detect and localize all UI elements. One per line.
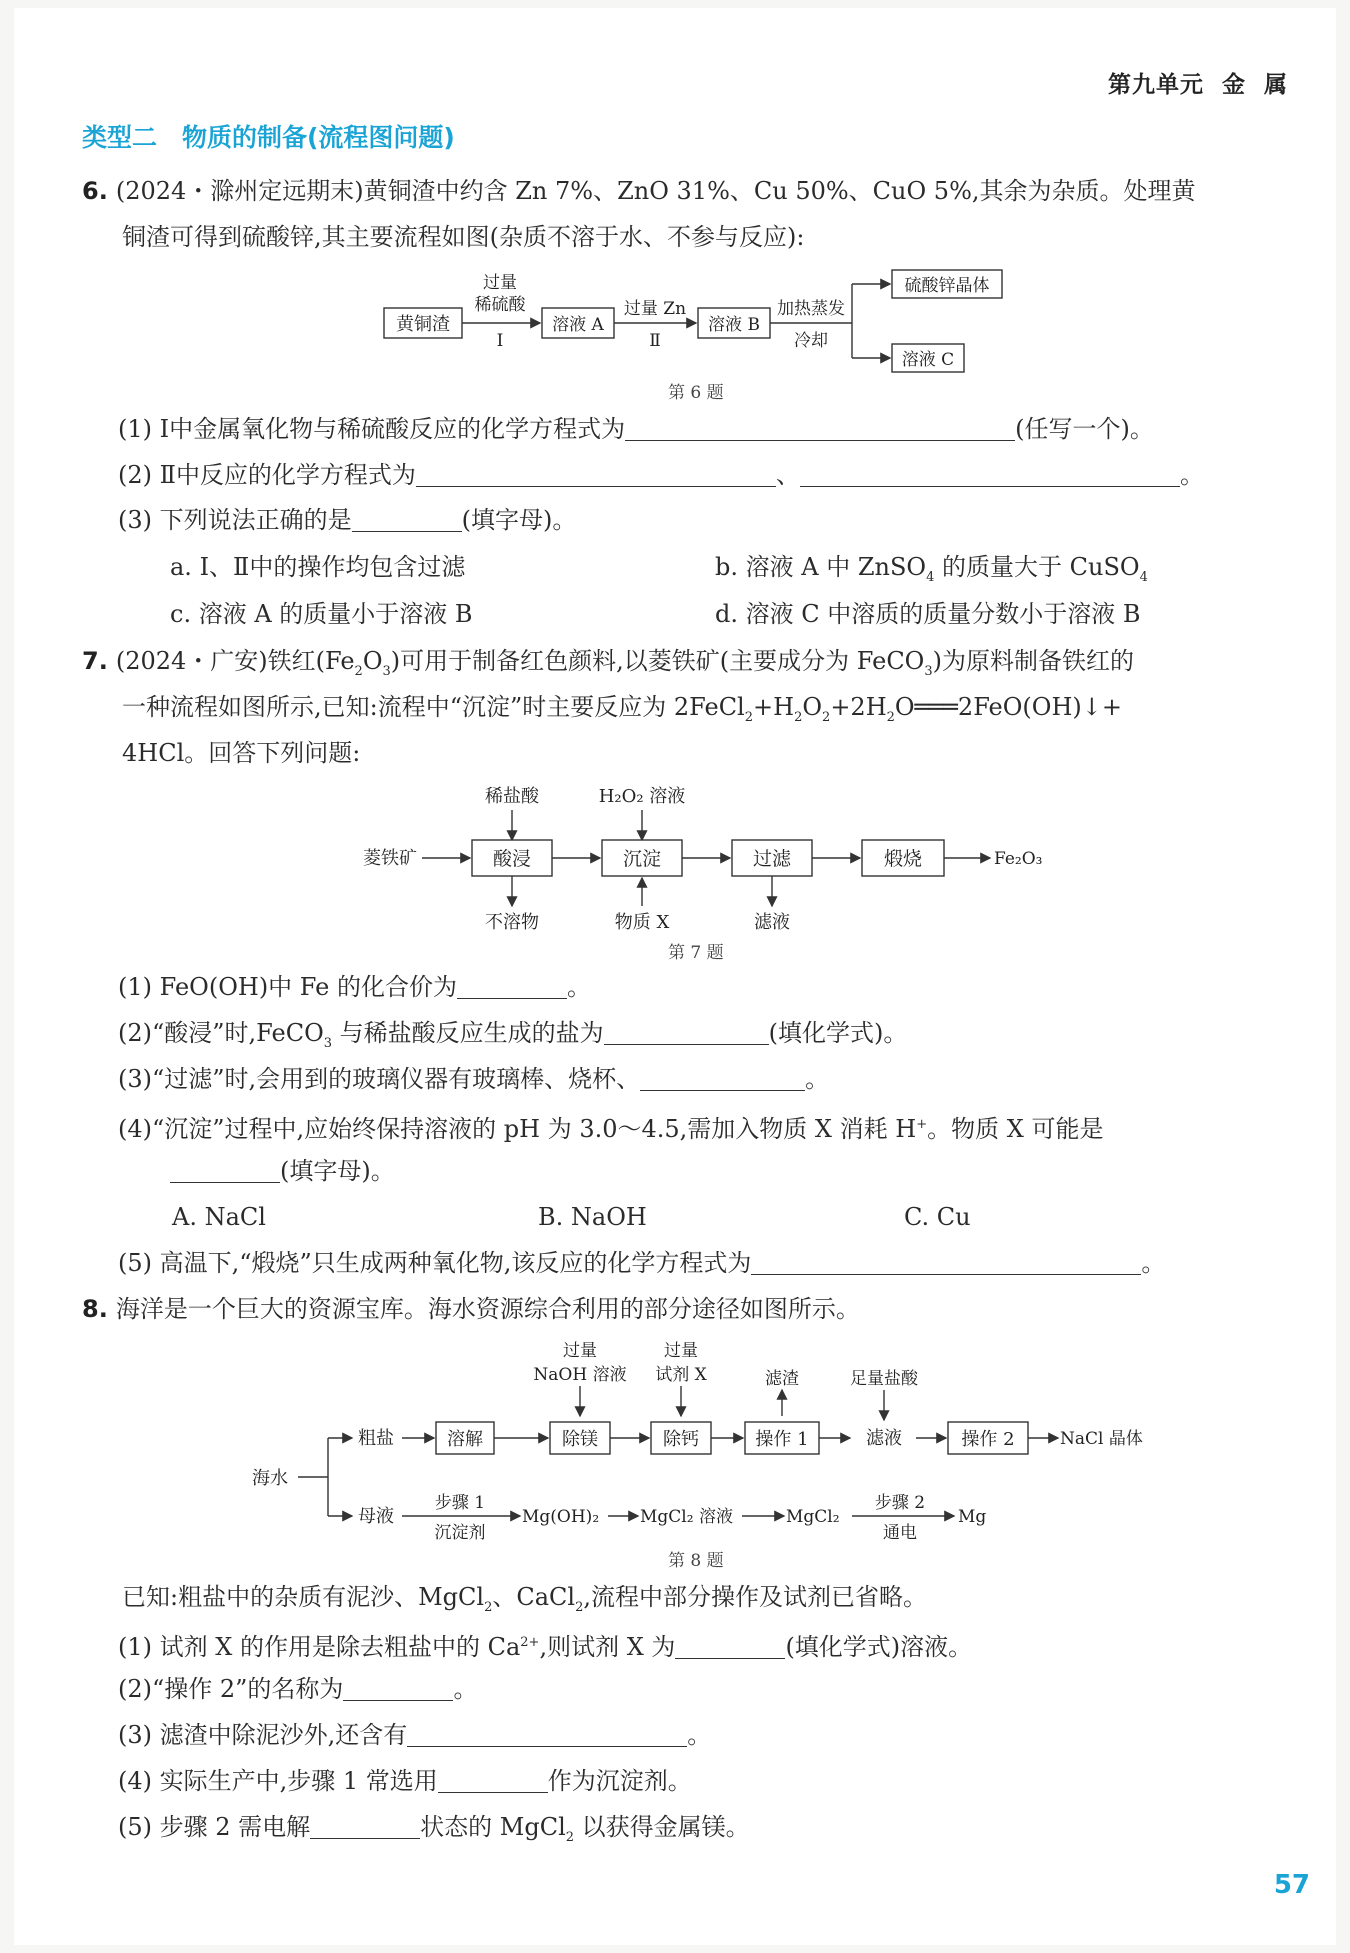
q8-box5-label: 操作 2	[961, 1429, 1015, 1450]
q8-caption: 第 8 题	[668, 1551, 724, 1571]
q7-part4-sup: +	[916, 1117, 928, 1132]
q8-known	[122, 1580, 927, 1625]
q6-part2-mid: 、	[775, 461, 800, 489]
q6-part3-blank[interactable]	[352, 507, 462, 532]
q7-box3-label: 过滤	[752, 848, 792, 870]
q6-number: 6.	[82, 177, 108, 205]
q7-l2e: O═══2FeO(OH)↓+	[894, 693, 1122, 721]
q7-part4-line2	[170, 1154, 395, 1188]
q6-out1-label: 硫酸锌晶体	[904, 276, 990, 296]
q7-out1-label: 不溶物	[485, 912, 539, 933]
q7-l2a: 一种流程如图所示,已知:流程中“沉淀”时主要反应为 2FeCl	[122, 693, 745, 721]
q7-box2-label: 沉淀	[622, 848, 662, 870]
q8-part5-text: (5) 步骤 2 需电解	[118, 1813, 311, 1841]
q7-number: 7.	[82, 647, 108, 675]
q8-mgcl: MgCl₂	[786, 1507, 840, 1527]
q8-part5	[118, 1810, 750, 1855]
q8-flow-diagram	[240, 1334, 1160, 1554]
q7-option-a: A. NaCl	[172, 1203, 266, 1231]
q8-top2a: 过量	[664, 1341, 698, 1361]
q6-part2	[118, 458, 1204, 492]
q6-stem-line2: 铜渣可得到硫酸锌,其主要流程如图(杂质不溶于水、不参与反应):	[122, 223, 805, 251]
q6-option-a: a. Ⅰ、Ⅱ中的操作均包含过滤	[170, 553, 466, 581]
q6-step2-bottom: Ⅱ	[649, 331, 661, 351]
q8-known-b: 、CaCl	[492, 1583, 576, 1611]
q7-l2b: +H	[753, 693, 795, 721]
q7-l2-sub4: 2	[886, 709, 895, 725]
q6-part3-end: (填字母)。	[461, 506, 577, 534]
q7-stem-line2	[122, 690, 1122, 735]
q6-box-a-label: 溶液 A	[552, 315, 604, 335]
page-number: 57	[1273, 1870, 1310, 1900]
q6-part1-end: (任写一个)。	[1015, 415, 1154, 443]
q8-top2b: 试剂 X	[655, 1365, 707, 1385]
q8-part4-text: (4) 实际生产中,步骤 1 常选用	[118, 1767, 438, 1795]
q6-option-c: c. 溶液 A 的质量小于溶液 B	[170, 600, 473, 628]
q7-part2-a: (2)“酸浸”时,FeCO	[118, 1019, 324, 1047]
q8-part4-blank[interactable]	[438, 1768, 548, 1793]
q6-part2-end: 。	[1179, 461, 1204, 489]
q7-part5-end: 。	[1141, 1249, 1166, 1277]
q6-option-b	[715, 550, 1148, 595]
q7-l1a: (2024・广安)铁红(Fe	[115, 647, 355, 675]
q6-part2-blank1[interactable]	[416, 462, 776, 487]
q8-part1-b: ,则试剂 X 为	[539, 1633, 676, 1661]
q6-part1-blank[interactable]	[625, 416, 1015, 441]
q6-step3-bottom: 冷却	[794, 331, 828, 351]
subject-char-1: 金	[1222, 72, 1246, 98]
q6-part2-text: (2) Ⅱ中反应的化学方程式为	[118, 461, 416, 489]
q8-known-a: 已知:粗盐中的杂质有泥沙、MgCl	[122, 1583, 485, 1611]
q8-source: 海水	[252, 1468, 288, 1489]
q8-number: 8.	[82, 1295, 108, 1323]
q8-stem-text: 海洋是一个巨大的资源宝库。海水资源综合利用的部分途径如图所示。	[115, 1295, 860, 1323]
q7-part2-blank[interactable]	[604, 1020, 769, 1045]
q7-part2-sub: 3	[323, 1035, 333, 1051]
q7-l1c: )可用于制备红色颜料,以菱铁矿(主要成分为 FeCO	[390, 647, 925, 675]
q7-box1-label: 酸浸	[492, 848, 532, 870]
q7-l1-sub3: 3	[924, 663, 933, 679]
q7-part3-text: (3)“过滤”时,会用到的玻璃仪器有玻璃棒、烧杯、	[118, 1065, 641, 1093]
q7-part4-end: (填字母)。	[280, 1157, 395, 1185]
q7-part5-text: (5) 高温下,“煅烧”只生成两种氧化物,该反应的化学方程式为	[118, 1249, 752, 1277]
q7-part4-b: 。物质 X 可能是	[927, 1115, 1104, 1143]
unit-label: 第九单元	[1108, 72, 1204, 98]
q7-in2-label: 物质 X	[614, 912, 670, 933]
q6-caption: 第 6 题	[668, 383, 724, 403]
q6-step1-top1: 过量	[483, 273, 517, 293]
q6-box-b-label: 溶液 B	[708, 315, 760, 335]
q6-part2-blank2[interactable]	[800, 462, 1180, 487]
q7-l2d: +2H	[830, 693, 887, 721]
q8-known-sub1: 2	[484, 1599, 493, 1615]
q8-box3-label: 除钙	[663, 1429, 699, 1450]
q7-option-c: C. Cu	[904, 1203, 971, 1231]
q8-part1	[118, 1626, 972, 1664]
q6-step1-top2: 稀硫酸	[474, 295, 526, 315]
q7-l2-sub3: 2	[822, 709, 831, 725]
q7-part5	[118, 1246, 1165, 1280]
q6-out2-label: 溶液 C	[901, 350, 955, 370]
q7-box4-label: 煅烧	[883, 848, 923, 870]
q8-part4-end: 作为沉淀剂。	[547, 1767, 692, 1795]
q8-part1-a: (1) 试剂 X 的作用是除去粗盐中的 Ca	[118, 1633, 521, 1661]
q7-part2-end: (填化学式)。	[768, 1019, 908, 1047]
q7-part4-a: (4)“沉淀”过程中,应始终保持溶液的 pH 为 3.0～4.5,需加入物质 X 消耗 H	[118, 1115, 917, 1143]
q7-l1b: O	[362, 647, 383, 675]
q8-step2-top: 步骤 2	[874, 1493, 926, 1513]
q7-part2	[118, 1016, 907, 1061]
q6-part3-text: (3) 下列说法正确的是	[118, 506, 352, 534]
q7-l1d: )为原料制备铁红的	[932, 647, 1135, 675]
q8-top3: 滤渣	[765, 1369, 799, 1389]
q6-step2-top: 过量 Zn	[623, 299, 687, 319]
q8-part3	[118, 1718, 711, 1752]
q6-option-d: d. 溶液 C 中溶质的质量分数小于溶液 B	[715, 600, 1141, 628]
q7-part3	[118, 1062, 829, 1096]
q8-step2-bottom: 通电	[883, 1523, 917, 1543]
q7-part5-blank[interactable]	[751, 1250, 1141, 1275]
q6-opt-b-1: b. 溶液 A 中 ZnSO	[715, 553, 927, 581]
q7-l2-sub1: 2	[744, 709, 754, 725]
q8-part4	[118, 1764, 692, 1798]
q6-text-1: (2024・滁州定远期末)黄铜渣中约含 Zn 7%、ZnO 31%、Cu 50%、CuO 5%,其余为杂质。处理黄	[115, 177, 1196, 205]
q7-l1-sub2: 3	[382, 663, 391, 679]
q6-start-label: 黄铜渣	[396, 314, 450, 335]
q8-mgoh: Mg(OH)₂	[522, 1507, 600, 1527]
q7-part4-blank[interactable]	[170, 1158, 280, 1183]
q7-l2-sub2: 2	[794, 709, 803, 725]
q6-opt-b-2: 的质量大于 CuSO	[934, 553, 1140, 581]
q7-reagent1: 稀盐酸	[485, 786, 539, 807]
q6-part3	[118, 503, 576, 537]
q8-box1-label: 溶解	[447, 1429, 483, 1450]
q8-part3-text: (3) 滤渣中除泥沙外,还含有	[118, 1721, 408, 1749]
subject-char-2: 属	[1264, 72, 1288, 98]
q8-branch2: 母液	[358, 1506, 394, 1527]
q7-stem-line1	[82, 644, 1134, 689]
q8-part1-end: (填化学式)溶液。	[785, 1633, 973, 1661]
q8-box2-label: 除镁	[562, 1429, 598, 1450]
q8-part2-blank[interactable]	[343, 1676, 453, 1701]
q6-part1	[118, 412, 1154, 446]
q8-part2-text: (2)“操作 2”的名称为	[118, 1675, 344, 1703]
q8-top1b: NaOH 溶液	[533, 1365, 627, 1385]
q8-part3-blank[interactable]	[407, 1722, 687, 1747]
running-header	[1108, 66, 1288, 99]
q7-part1	[118, 970, 591, 1004]
q8-part5-mid: 状态的 MgCl	[420, 1813, 566, 1841]
q7-end-label: Fe₂O₃	[994, 849, 1043, 869]
q7-flow-diagram	[350, 780, 1070, 950]
q7-part3-end: 。	[805, 1065, 830, 1093]
q7-l2c: O	[802, 693, 823, 721]
q7-start-label: 菱铁矿	[363, 848, 417, 869]
q8-part1-blank[interactable]	[675, 1634, 785, 1659]
q6-stem-line1	[82, 174, 1196, 208]
q6-opt-b-sub2: 4	[1139, 569, 1148, 585]
q8-part5-blank[interactable]	[310, 1814, 420, 1839]
q8-top1a: 过量	[563, 1341, 597, 1361]
q6-opt-b-sub1: 4	[926, 569, 935, 585]
q7-caption: 第 7 题	[668, 943, 724, 963]
q8-filtrate: 滤液	[866, 1428, 902, 1449]
q7-part1-text: (1) FeO(OH)中 Fe 的化合价为	[118, 973, 457, 1001]
q7-stem-line3: 4HCl。回答下列问题:	[122, 739, 361, 767]
q6-part1-text: (1) Ⅰ中金属氧化物与稀硫酸反应的化学方程式为	[118, 415, 626, 443]
q6-step1-bottom: Ⅰ	[496, 331, 504, 351]
q7-part3-blank[interactable]	[640, 1066, 805, 1091]
q7-option-b: B. NaOH	[538, 1203, 647, 1231]
q8-mgcl-sol: MgCl₂ 溶液	[640, 1507, 733, 1527]
q8-step1-top: 步骤 1	[434, 1493, 486, 1513]
q8-box4-label: 操作 1	[755, 1429, 809, 1450]
q8-part3-end: 。	[687, 1721, 712, 1749]
section-title: 类型二 物质的制备(流程图问题)	[82, 123, 455, 152]
q7-part1-blank[interactable]	[457, 974, 567, 999]
q8-top4: 足量盐酸	[850, 1369, 918, 1389]
q7-part2-b: 与稀盐酸反应生成的盐为	[332, 1019, 604, 1047]
q7-part4	[118, 1108, 1103, 1146]
q6-step3-top: 加热蒸发	[777, 299, 845, 319]
q8-known-c: ,流程中部分操作及试剂已省略。	[583, 1583, 927, 1611]
q8-branch1: 粗盐	[358, 1428, 394, 1449]
q8-known-sub2: 2	[575, 1599, 584, 1615]
q6-flow-diagram	[370, 262, 1030, 382]
q8-part1-sup: 2+	[520, 1635, 540, 1650]
q7-reagent2: H₂O₂ 溶液	[598, 786, 686, 807]
q8-part5-sub: 2	[565, 1829, 575, 1845]
q7-l1-sub1: 2	[354, 663, 363, 679]
q8-step1-bottom: 沉淀剂	[434, 1523, 486, 1543]
q8-stem	[82, 1292, 860, 1326]
q8-mg: Mg	[958, 1507, 987, 1527]
q8-part2-end: 。	[453, 1675, 478, 1703]
q8-part2	[118, 1672, 477, 1706]
q8-product1: NaCl 晶体	[1060, 1429, 1143, 1449]
q8-part5-end: 以获得金属镁。	[574, 1813, 750, 1841]
q7-part1-end: 。	[566, 973, 591, 1001]
q7-out3-label: 滤液	[754, 912, 790, 933]
